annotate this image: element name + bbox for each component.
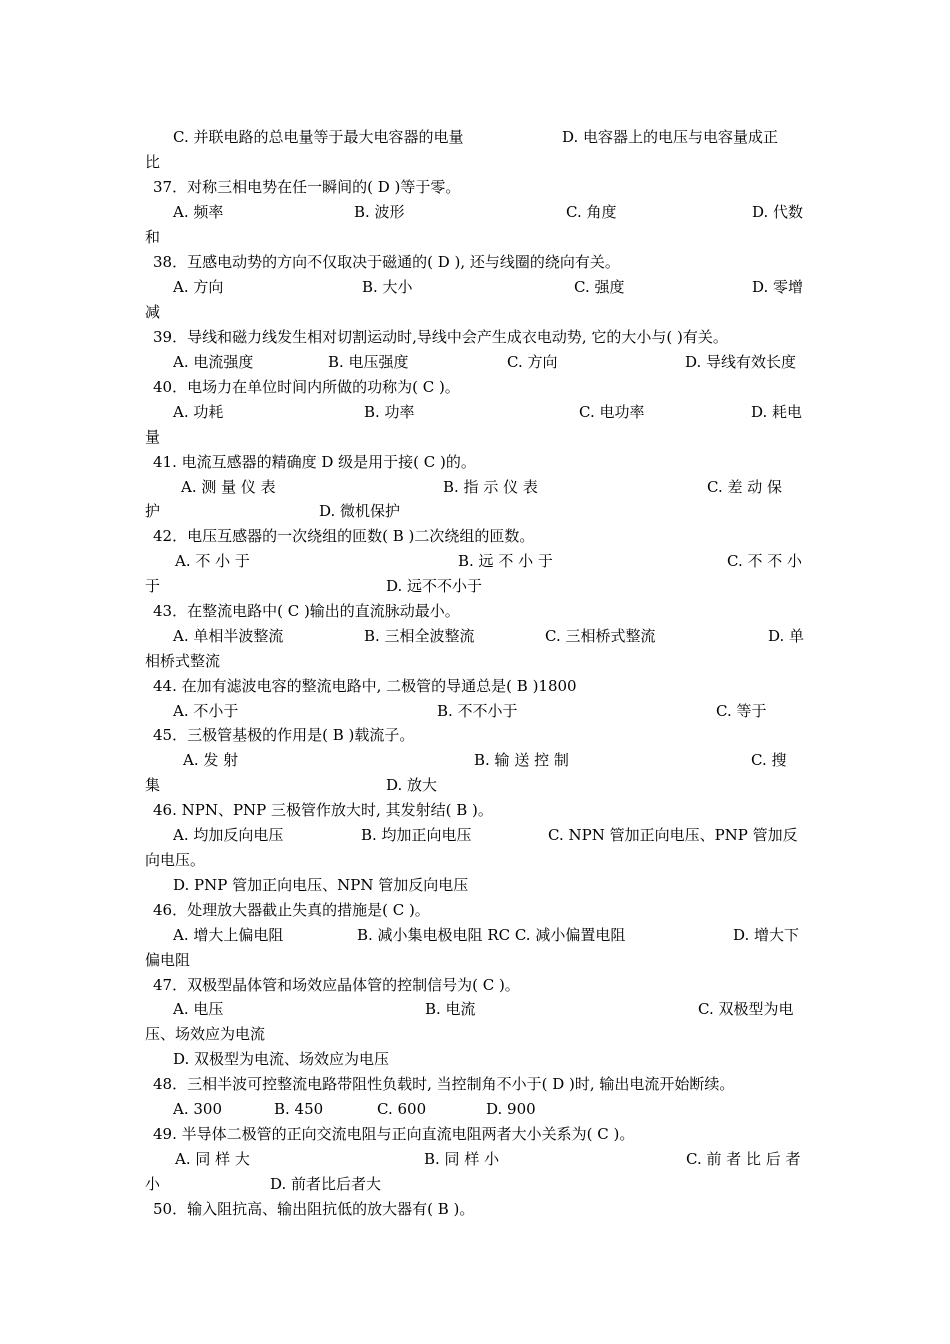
option-b: B. 450 [274, 1100, 324, 1118]
q43-options [145, 625, 807, 647]
option-a: A. 功耗 [173, 403, 224, 421]
option-a: A. 电压 [173, 1000, 224, 1018]
option-d: D. 前者比后者大 [270, 1175, 382, 1193]
wrap-text: 量 [145, 428, 161, 446]
line-37 [145, 1023, 807, 1045]
q49-options [145, 1148, 807, 1170]
question-46a [145, 799, 807, 821]
q38-options [145, 276, 807, 298]
option-d: D. 增大下 [733, 926, 800, 944]
line-2 [145, 151, 807, 173]
question-38 [145, 251, 807, 273]
question-text: 39．导线和磁力线发生相对切割运动时,导线中会产生成衣电动势, 它的大小与( )有关。 [153, 328, 728, 346]
wrap-text: 相桥式整流 [145, 652, 221, 670]
question-42 [145, 525, 807, 547]
question-45 [145, 724, 807, 746]
option-d: D. 双极型为电流、场效应为电压 [173, 1050, 390, 1068]
q45-options [145, 749, 807, 771]
line-22 [145, 650, 807, 672]
option-c: C. 差 动 保 [707, 478, 783, 496]
option-c: C. 600 [377, 1100, 427, 1118]
option-a: A. 不 小 于 [175, 552, 250, 570]
option-a: A. 均加反向电压 [173, 826, 284, 844]
q37-options [145, 201, 807, 223]
line-34 [145, 949, 807, 971]
q40-options [145, 401, 807, 423]
option-b: B. 同 样 小 [424, 1150, 500, 1168]
option-a: A. 方向 [173, 278, 224, 296]
wrap-text: 护 [145, 502, 161, 520]
option-c: C. 方向 [507, 353, 558, 371]
option-b: B. 功率 [364, 403, 415, 421]
option-c: C. 电功率 [579, 403, 645, 421]
q42-options [145, 550, 807, 572]
question-text: 44. 在加有滤波电容的整流电路中, 二极管的导通总是( B )1800 [153, 677, 577, 695]
question-39 [145, 326, 807, 348]
option-d-text: D. 电容器上的电压与电容量成正 [562, 128, 779, 146]
question-41 [145, 451, 807, 473]
wrap-text: 偏电阻 [145, 951, 191, 969]
option-b: B. 电流 [425, 1000, 476, 1018]
wrap-text: 和 [145, 228, 161, 246]
question-text: 37．对称三相电势在任一瞬间的( D )等于零。 [153, 178, 461, 196]
q47-option-d [145, 1048, 807, 1070]
wrap-text: 小 [145, 1175, 161, 1193]
question-text: 40．电场力在单位时间内所做的功称为( C )。 [153, 378, 460, 396]
option-a: A. 单相半波整流 [173, 627, 284, 645]
option-a: A. 测 量 仪 表 [181, 478, 276, 496]
line-13 [145, 426, 807, 448]
wrap-text: 向电压。 [145, 851, 206, 869]
option-d: D. 单 [768, 627, 805, 645]
line-5 [145, 226, 807, 248]
question-50 [145, 1198, 807, 1220]
option-c: C. 不 不 小 [727, 552, 803, 570]
question-text: 42．电压互感器的一次绕组的匝数( B )二次绕组的匝数。 [153, 527, 535, 545]
option-b: B. 波形 [354, 203, 405, 221]
wrap-text: 减 [145, 303, 161, 321]
option-c: C. 等于 [716, 702, 767, 720]
question-text: 41. 电流互感器的精确度 D 级是用于接( C )的。 [153, 453, 476, 471]
option-b: B. 三相全波整流 [364, 627, 475, 645]
option-a: A. 同 样 大 [175, 1150, 250, 1168]
line-30 [145, 849, 807, 871]
question-48 [145, 1073, 807, 1095]
question-text: 47．双极型晶体管和场效应晶体管的控制信号为( C )。 [153, 976, 520, 994]
question-text: 49. 半导体二极管的正向交流电阻与正向直流电阻两者大小关系为( C )。 [153, 1125, 635, 1143]
option-b: B. 电压强度 [328, 353, 409, 371]
option-b: B. 输 送 控 制 [474, 751, 569, 769]
option-a: A. 频率 [173, 203, 224, 221]
line-1 [145, 126, 807, 148]
option-d: D. 放大 [386, 776, 438, 794]
question-text: 48．三相半波可控整流电路带阻性负载时, 当控制角不小于( D )时, 输出电流开始断续。 [153, 1075, 735, 1093]
wrap-text: 集 [145, 776, 161, 794]
q46b-options [145, 924, 807, 946]
question-47 [145, 974, 807, 996]
option-c: C. 双极型为电 [698, 1000, 794, 1018]
option-a: A. 300 [173, 1100, 222, 1118]
question-44 [145, 675, 807, 697]
question-text: 50．输入阻抗高、输出阻抗低的放大器有( B )。 [153, 1200, 475, 1218]
option-d: D. 微机保护 [319, 502, 401, 520]
option-a: A. 增大上偏电阻 [173, 926, 284, 944]
question-46b [145, 899, 807, 921]
option-d: D. 零增 [752, 278, 804, 296]
option-c-text: C. 并联电路的总电量等于最大电容器的电量 [173, 128, 464, 146]
option-a: A. 不小于 [173, 702, 239, 720]
option-d: D. 代数 [752, 203, 804, 221]
q42-options-cont [145, 575, 807, 597]
q46a-options [145, 824, 807, 846]
option-b: B. 远 不 小 于 [458, 552, 553, 570]
wrap-text: 比 [145, 153, 161, 171]
option-b: B. 大小 [362, 278, 413, 296]
wrap-text: 压、场效应为电流 [145, 1025, 266, 1043]
option-d: D. 导线有效长度 [685, 353, 797, 371]
option-b: B. 均加正向电压 [361, 826, 472, 844]
option-d: D. 900 [486, 1100, 536, 1118]
q45-options-cont [145, 774, 807, 796]
option-b-c: B. 减小集电极电阻 RC C. 减小偏置电阻 [357, 926, 626, 944]
option-c: C. 强度 [574, 278, 625, 296]
q41-options [145, 476, 807, 498]
question-text: 46．处理放大器截止失真的措施是( C )。 [153, 901, 430, 919]
q46a-option-d [145, 874, 807, 896]
q49-options-cont [145, 1173, 807, 1195]
q41-options-cont [145, 500, 807, 522]
q48-options [145, 1098, 807, 1120]
option-b: B. 指 示 仪 表 [443, 478, 538, 496]
option-c: C. 搜 [751, 751, 787, 769]
wrap-text: 于 [145, 577, 161, 595]
q47-options [145, 998, 807, 1020]
option-c: C. 前 者 比 后 者 [686, 1150, 801, 1168]
question-text: 38．互感电动势的方向不仅取决于磁通的( D ), 还与线圈的绕向有关。 [153, 253, 620, 271]
option-c: C. NPN 管加正向电压、PNP 管加反 [548, 826, 798, 844]
question-text: 46. NPN、PNP 三极管作放大时, 其发射结( B )。 [153, 801, 493, 819]
question-37 [145, 176, 807, 198]
option-d: D. PNP 管加正向电压、NPN 管加反向电压 [173, 876, 469, 894]
option-a: A. 发 射 [183, 751, 239, 769]
question-text: 45．三极管基极的作用是( B )载流子。 [153, 726, 415, 744]
q44-options [145, 700, 807, 722]
question-text: 43．在整流电路中( C )输出的直流脉动最小。 [153, 602, 460, 620]
line-8 [145, 301, 807, 323]
option-d: D. 远不不小于 [386, 577, 483, 595]
q39-options [145, 351, 807, 373]
option-a: A. 电流强度 [173, 353, 254, 371]
option-c: C. 角度 [566, 203, 617, 221]
option-b: B. 不不小于 [437, 702, 518, 720]
option-c: C. 三相桥式整流 [545, 627, 656, 645]
question-49 [145, 1123, 807, 1145]
question-40 [145, 376, 807, 398]
option-d: D. 耗电 [751, 403, 803, 421]
question-43 [145, 600, 807, 622]
